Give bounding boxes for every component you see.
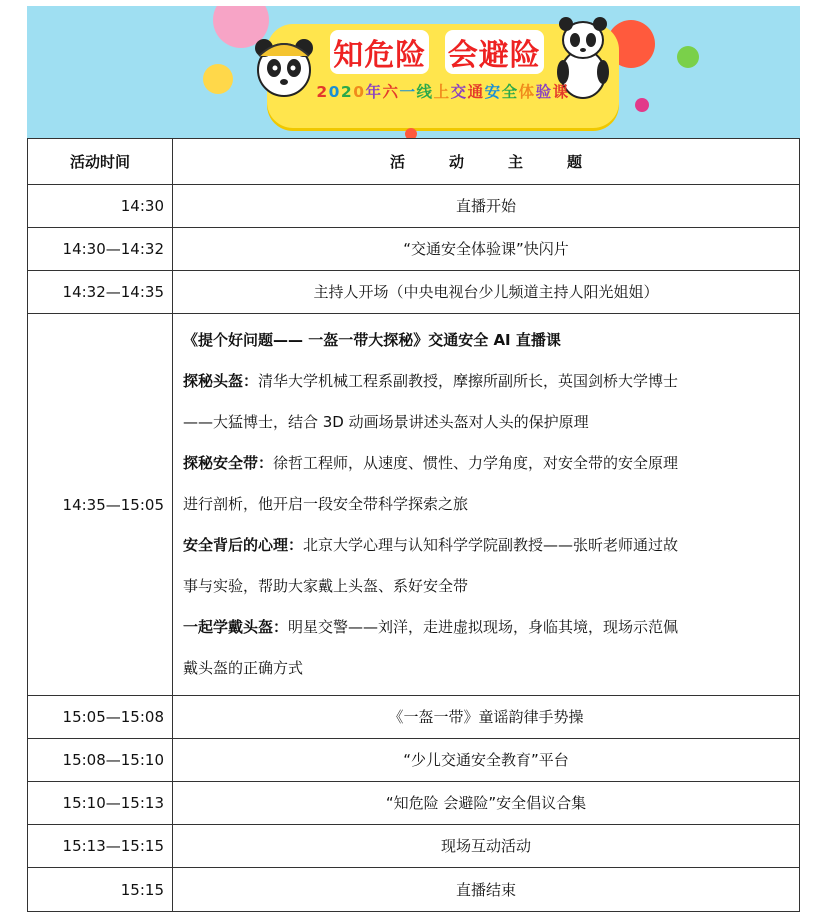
table-row [28,782,800,825]
schedule-table [27,138,800,912]
row-topic: “知危险 会避险”安全倡议合集 [173,782,800,825]
subtitle-char: 课 [552,83,570,101]
subtitle-char: 年 [365,83,383,101]
row-time: 15:08—15:10 [28,739,173,782]
section-line [183,443,789,484]
row-topic: 现场互动活动 [173,825,800,868]
row-time: 14:32—14:35 [28,271,173,314]
subtitle-char: 2 [340,83,354,101]
event-banner [27,6,800,138]
subtitle-char: 安 [484,83,502,101]
row-time: 14:30 [28,185,173,228]
row-topic: 直播结束 [173,868,800,912]
table-row [28,696,800,739]
subtitle-char: 体 [518,83,536,101]
table-row-main-session [28,314,800,696]
section-label: 探秘头盔： [183,372,259,390]
row-topic: 主持人开场（中央电视台少儿频道主持人阳光姐姐） [173,271,800,314]
banner-title [307,30,567,74]
main-session-content [173,314,800,696]
section-line [183,361,789,402]
subtitle-char: 交 [450,83,468,101]
section-line: ——大猛博士，结合 3D 动画场景讲述头盔对人头的保护原理 [183,413,589,431]
section-label: 探秘安全带： [183,454,274,472]
subtitle-char: 0 [353,83,366,101]
decor-dot [677,46,699,68]
subtitle-char: 线 [416,83,434,101]
table-header-row [28,139,800,185]
table-row [28,228,800,271]
banner-subtitle [273,80,613,102]
subtitle-char: 上 [433,83,451,101]
section-label: 一起学戴头盔： [183,618,289,636]
section-label: 安全背后的心理： [183,536,304,554]
row-time: 14:30—14:32 [28,228,173,271]
table-row [28,825,800,868]
section-line [183,607,789,648]
header-topic-char: 主 [508,152,524,171]
decor-dot [203,64,233,94]
table-row [28,185,800,228]
row-topic: 《一盔一带》童谣韵律手势操 [173,696,800,739]
decor-dot [635,98,649,112]
section-text: 北京大学心理与认知科学学院副教授——张昕老师通过故 [303,536,679,554]
banner-title-part-b: 会避险 [445,30,544,74]
main-session-title: 《提个好问题—— 一盔一带大探秘》交通安全 AI 直播课 [183,331,561,349]
row-topic: “少儿交通安全教育”平台 [173,739,800,782]
subtitle-char: 0 [328,83,341,101]
section-line: 进行剖析，他开启一段安全带科学探索之旅 [183,495,469,513]
section-line: 事与实验，帮助大家戴上头盔、系好安全带 [183,577,469,595]
row-time: 14:35—15:05 [28,314,173,696]
header-time: 活动时间 [28,139,173,185]
subtitle-char: 通 [467,83,485,101]
balloon-icon [403,126,419,138]
table-row [28,868,800,912]
section-text: 明星交警——刘洋，走进虚拟现场，身临其境，现场示范佩 [288,618,679,636]
subtitle-char: 一 [399,83,417,101]
subtitle-char: 2 [316,83,329,101]
row-time: 15:15 [28,868,173,912]
subtitle-char: 六 [382,83,400,101]
row-topic: “交通安全体验课”快闪片 [173,228,800,271]
row-time: 15:13—15:15 [28,825,173,868]
banner-title-part-a: 知危险 [330,30,429,74]
header-topic [173,139,800,185]
section-line [183,525,789,566]
header-topic-char: 题 [567,152,583,171]
row-topic: 直播开始 [173,185,800,228]
section-text: 清华大学机械工程系副教授，摩擦所副所长，英国剑桥大学博士 [258,372,679,390]
section-text: 徐哲工程师，从速度、惯性、力学角度，对安全带的安全原理 [273,454,679,472]
header-topic-char: 动 [448,152,464,171]
table-row [28,271,800,314]
row-time: 15:10—15:13 [28,782,173,825]
table-row [28,739,800,782]
row-time: 15:05—15:08 [28,696,173,739]
header-topic-char: 活 [389,152,405,171]
subtitle-char: 验 [535,83,553,101]
section-line: 戴头盔的正确方式 [183,659,304,677]
subtitle-char: 全 [501,83,519,101]
